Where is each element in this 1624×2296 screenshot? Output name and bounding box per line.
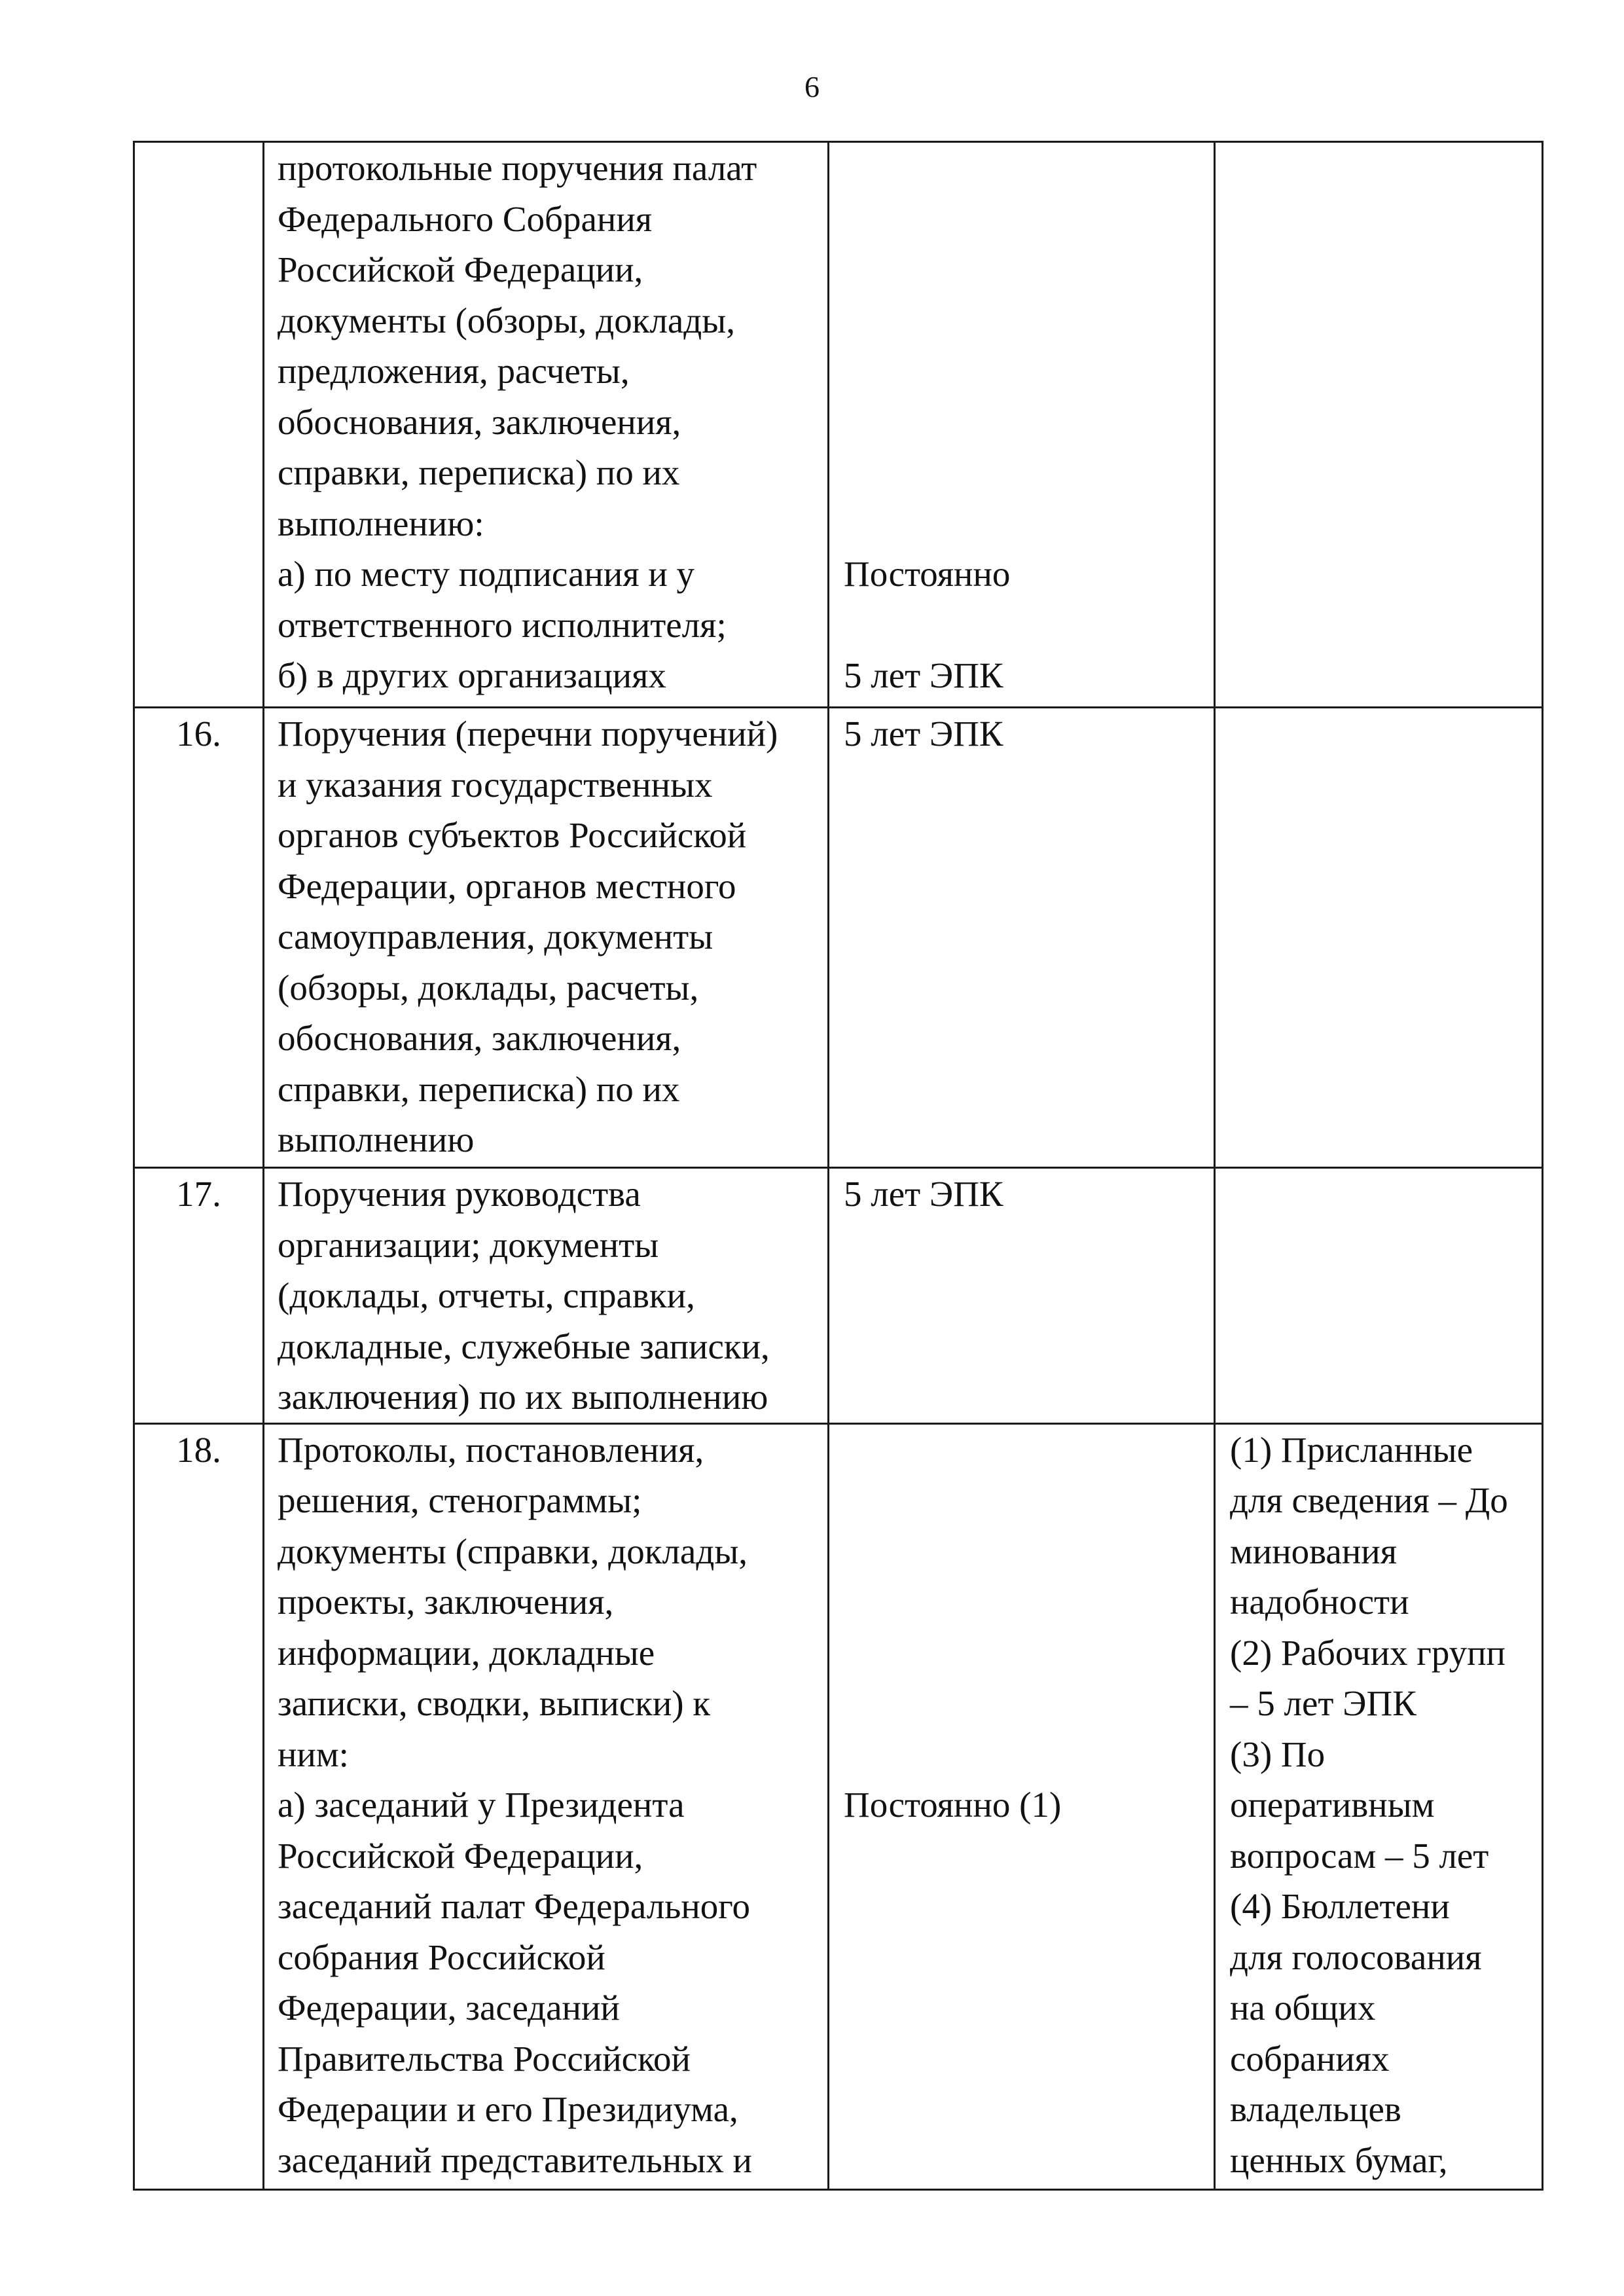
retention-term-cell xyxy=(829,142,1215,708)
item-number-cell: 17. xyxy=(134,1168,264,1424)
note-line: минования xyxy=(1230,1531,1397,1571)
document-type-line: документы (обзоры, доклады, xyxy=(278,300,735,340)
document-type-line: предложения, расчеты, xyxy=(278,351,630,391)
note-line: ценных бумаг, xyxy=(1230,2140,1448,2180)
retention-term: 5 лет ЭПК xyxy=(844,714,1003,754)
document-type-line: а) по месту подписания и у xyxy=(278,554,695,594)
document-type-cell xyxy=(264,1423,829,2189)
note-line: вопросам – 5 лет xyxy=(1230,1835,1489,1876)
note-cell xyxy=(1215,1423,1543,2189)
note-line: (1) Присланные xyxy=(1230,1429,1473,1470)
note-line: собраниях xyxy=(1230,2038,1390,2079)
document-type-line: Правительства Российской xyxy=(278,2038,691,2079)
document-type-line: докладные, служебные записки, xyxy=(278,1326,770,1366)
document-type-cell xyxy=(264,708,829,1168)
document-type-line: Протоколы, постановления, xyxy=(278,1429,704,1470)
document-type-line: ответственного исполнителя; xyxy=(278,604,727,645)
document-type-line: решения, стенограммы; xyxy=(278,1480,642,1520)
table-row xyxy=(134,1423,1543,2189)
document-type-line: Федерации и его Президиума, xyxy=(278,2089,738,2129)
page-number: 6 xyxy=(804,70,820,103)
item-number-cell xyxy=(134,142,264,708)
document-type-line: а) заседаний у Президента xyxy=(278,1785,685,1825)
document-type-line: проекты, заключения, xyxy=(278,1582,614,1622)
retention-schedule-table xyxy=(133,141,1543,2191)
document-type-line: Российской Федерации, xyxy=(278,1835,643,1876)
document-type-cell xyxy=(264,142,829,708)
note-line: (4) Бюллетени xyxy=(1230,1886,1450,1926)
document-type-line: протокольные поручения палат xyxy=(278,148,757,188)
document-type-line: (доклады, отчеты, справки, xyxy=(278,1275,695,1315)
document-type-line: заседаний представительных и xyxy=(278,2140,752,2180)
item-number-cell: 16. xyxy=(134,708,264,1168)
document-type-line: и указания государственных xyxy=(278,764,713,805)
note-line: (2) Рабочих групп xyxy=(1230,1632,1506,1673)
document-type-cell xyxy=(264,1168,829,1424)
note-line: на общих xyxy=(1230,1988,1376,2028)
document-type-line: собрания Российской xyxy=(278,1937,605,1977)
document-type-line: Поручения (перечни поручений) xyxy=(278,714,778,754)
document-type-line: Федерации, заседаний xyxy=(278,1988,620,2028)
note-cell xyxy=(1215,1168,1543,1424)
document-type-line: органов субъектов Российской xyxy=(278,815,747,855)
document-type-line: самоуправления, документы xyxy=(278,917,713,957)
document-type-line: Федерации, органов местного xyxy=(278,866,736,906)
retention-term-cell xyxy=(829,1168,1215,1424)
table-row xyxy=(134,142,1543,708)
document-type-line: обоснования, заключения, xyxy=(278,401,681,442)
document-type-line: заседаний палат Федерального xyxy=(278,1886,750,1926)
note-cell xyxy=(1215,708,1543,1168)
document-type-line: справки, переписка) по их xyxy=(278,452,680,492)
item-number-cell: 18. xyxy=(134,1423,264,2189)
table-row xyxy=(134,1168,1543,1424)
note-line: владельцев xyxy=(1230,2089,1401,2129)
document-type-line: Федерального Собрания xyxy=(278,198,653,239)
document-type-line: информации, докладные xyxy=(278,1632,655,1673)
document-type-line: выполнению: xyxy=(278,503,484,543)
document-type-line: б) в других организациях xyxy=(278,655,666,695)
note-line: – 5 лет ЭПК xyxy=(1230,1683,1416,1723)
note-line: надобности xyxy=(1230,1582,1409,1622)
table-row xyxy=(134,708,1543,1168)
retention-term-cell xyxy=(829,1423,1215,2189)
document-type-line: документы (справки, доклады, xyxy=(278,1531,748,1571)
note-line: для сведения – До xyxy=(1230,1480,1508,1520)
document-type-line: заключения) по их выполнению xyxy=(278,1377,768,1417)
document-type-line: Российской Федерации, xyxy=(278,249,643,289)
document-type-line: ним: xyxy=(278,1734,349,1774)
retention-term: 5 лет ЭПК xyxy=(844,1174,1003,1214)
note-cell xyxy=(1215,142,1543,708)
retention-term-b: 5 лет ЭПК xyxy=(844,655,1003,695)
retention-term: Постоянно (1) xyxy=(844,1785,1062,1825)
note-line: оперативным xyxy=(1230,1785,1435,1825)
document-type-line: выполнению xyxy=(278,1120,475,1159)
retention-term-a: Постоянно xyxy=(844,554,1011,594)
retention-term-cell xyxy=(829,708,1215,1168)
document-type-line: Поручения руководства xyxy=(278,1174,641,1214)
note-line: для голосования xyxy=(1230,1937,1482,1977)
document-type-line: записки, сводки, выписки) к xyxy=(278,1683,711,1723)
document-type-line: справки, переписка) по их xyxy=(278,1068,680,1109)
document-type-line: обоснования, заключения, xyxy=(278,1018,681,1058)
note-line: (3) По xyxy=(1230,1734,1326,1774)
document-type-line: (обзоры, доклады, расчеты, xyxy=(278,967,699,1008)
document-type-line: организации; документы xyxy=(278,1224,659,1265)
